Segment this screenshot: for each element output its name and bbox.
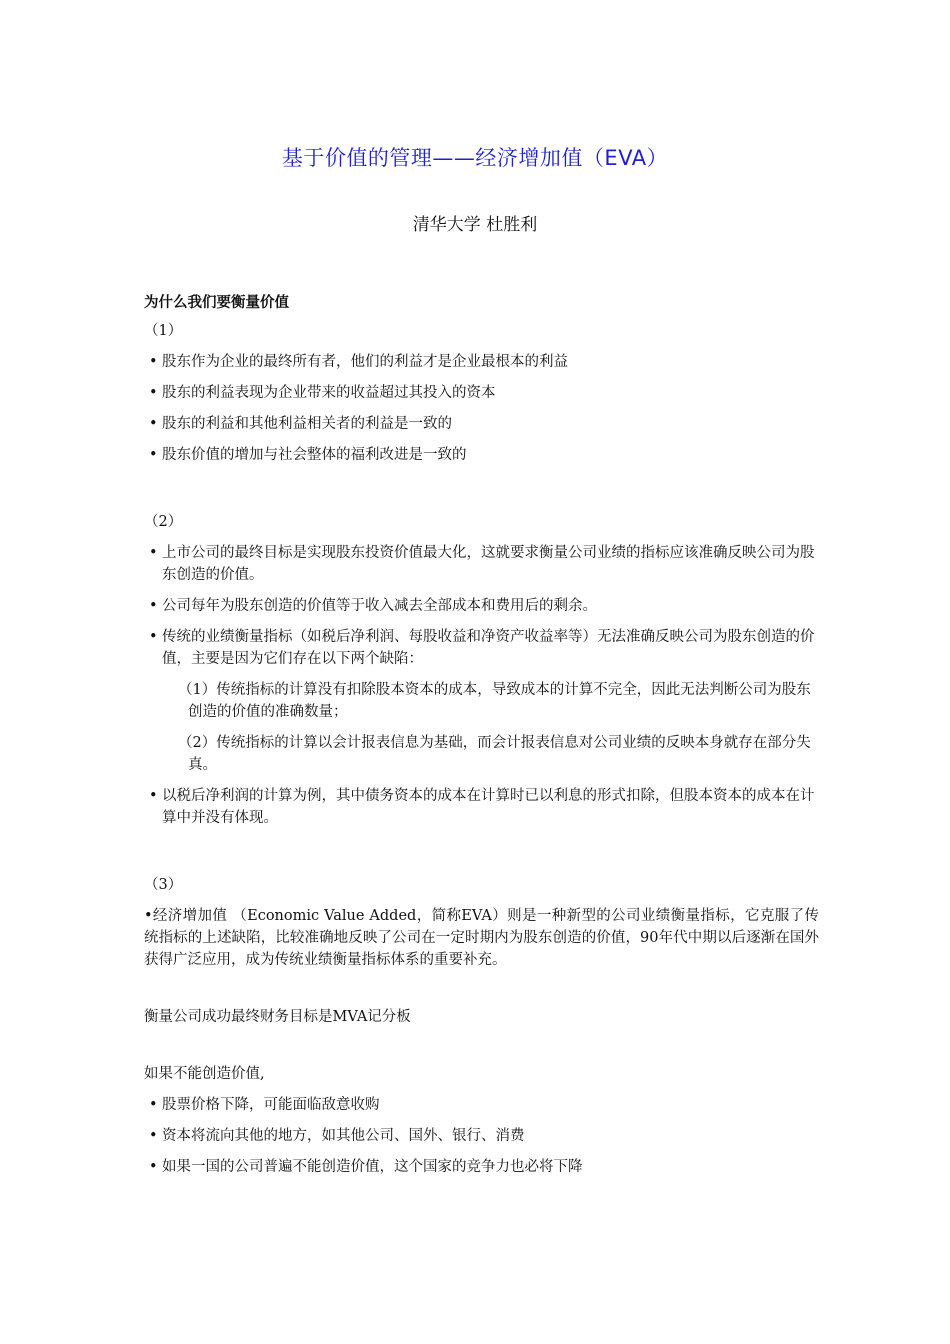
document-title: 基于价值的管理——经济增加值（EVA） xyxy=(281,146,669,170)
eva-paragraph: •经济增加值 （Economic Value Added，简称EVA）则是一种新型的公司业绩衡量指标，它克服了传统指标的上述缺陷，比较准确地反映了公司在一定时期内为股东创造的价值，90年代中期以后逐渐在国外获得广泛应用，成为传统业绩衡量指标体系的重要补充。 xyxy=(144,908,819,968)
list-item: • 以税后净利润的计算为例，其中债务资本的成本在计算时已以利息的形式扣除，但股本资本的成本在计算中并没有体现。 xyxy=(146,785,819,829)
list-item: • 股东的利益表现为企业带来的收益超过其投入的资本 xyxy=(146,382,819,404)
mva-line: 衡量公司成功最终财务目标是MVA记分板 xyxy=(144,1009,411,1025)
part-1-marker: （1） xyxy=(144,323,183,339)
spacer xyxy=(144,838,819,872)
spacer xyxy=(144,475,819,509)
list-item: • 资本将流向其他的地方，如其他公司、国外、银行、消费 xyxy=(146,1125,819,1147)
section-heading: 为什么我们要衡量价值 xyxy=(144,295,289,311)
no-value-intro: 如果不能创造价值, xyxy=(144,1066,265,1082)
part-2-marker: （2） xyxy=(144,514,183,530)
list-item: • 如果一国的公司普遍不能创造价值，这个国家的竞争力也必将下降 xyxy=(146,1156,819,1178)
sub-item: （1）传统指标的计算没有扣除股本资本的成本，导致成本的计算不完全，因此无法判断公司为股东创造的价值的准确数量； xyxy=(178,682,811,720)
spacer xyxy=(144,1037,819,1063)
list-item: • 股票价格下降，可能面临敌意收购 xyxy=(146,1094,819,1116)
list-item: • 股东价值的增加与社会整体的福利改进是一致的 xyxy=(146,444,819,466)
document-body xyxy=(144,292,819,1187)
sub-item: （2）传统指标的计算以会计报表信息为基础，而会计报表信息对公司业绩的反映本身就存在部分失真。 xyxy=(178,735,811,773)
part-3-marker: （3） xyxy=(144,877,183,893)
author-line: 清华大学 杜胜利 xyxy=(412,215,538,235)
list-item: • 上市公司的最终目标是实现股东投资价值最大化，这就要求衡量公司业绩的指标应该准确反映公司为股东创造的价值。 xyxy=(146,542,819,586)
list-item: • 股东作为企业的最终所有者，他们的利益才是企业最根本的利益 xyxy=(146,351,819,373)
list-item: • 股东的利益和其他利益相关者的利益是一致的 xyxy=(146,413,819,435)
spacer xyxy=(144,980,819,1006)
list-item: • 传统的业绩衡量指标（如税后净利润、每股收益和净资产收益率等）无法准确反映公司为股东创造的价值，主要是因为它们存在以下两个缺陷： xyxy=(146,626,819,670)
list-item: • 公司每年为股东创造的价值等于收入减去全部成本和费用后的剩余。 xyxy=(146,595,819,617)
